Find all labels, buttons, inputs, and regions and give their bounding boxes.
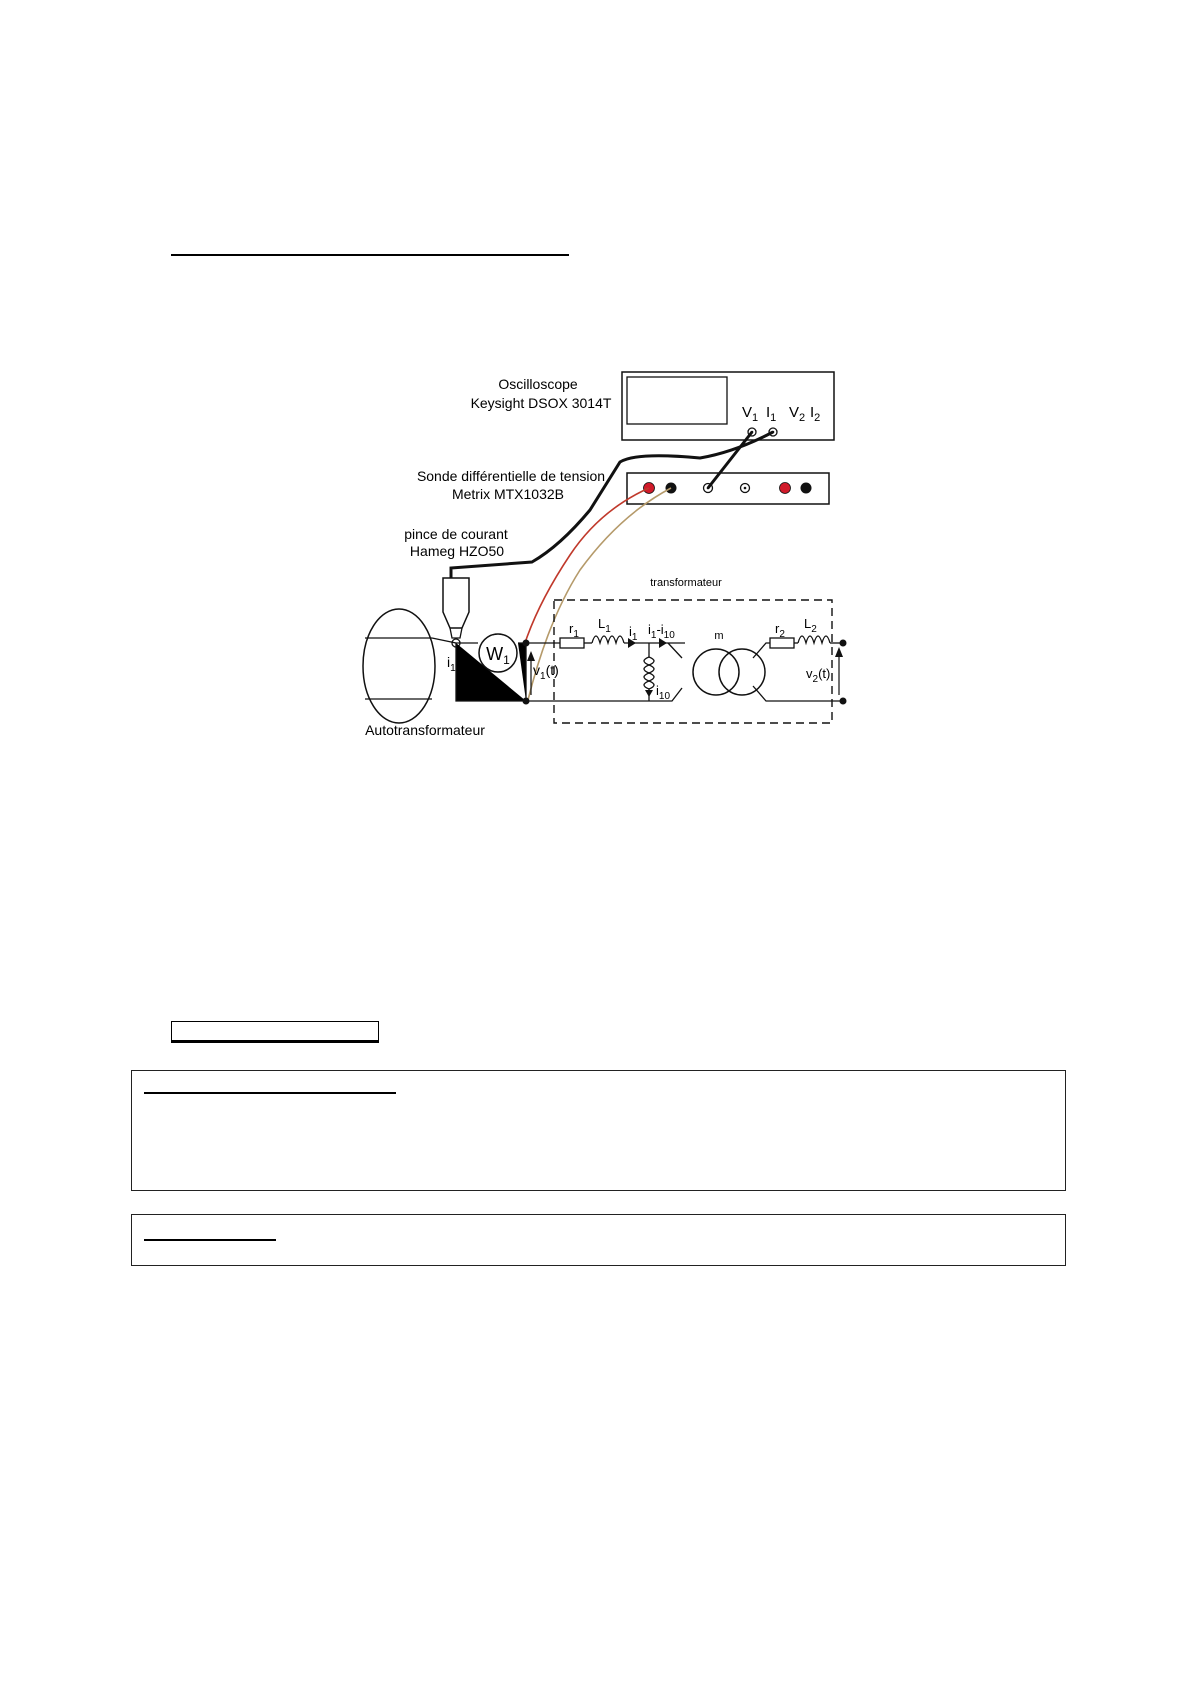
label-L1: $L_1$ — [598, 616, 611, 635]
channel-i2: $I_2$ — [810, 404, 821, 424]
ideal-transformer-coil-1 — [693, 649, 739, 695]
label-i1t: $i_1(t)$ — [447, 654, 469, 674]
channel-v1: $V_1$ — [742, 404, 759, 424]
inductor-L1 — [592, 636, 624, 643]
transformer-boundary — [554, 600, 832, 723]
resistor-r1 — [560, 638, 584, 648]
label-i1-series: $i_1$ — [629, 624, 638, 643]
ratio-label: m — [714, 630, 724, 642]
probe-input-black-2 — [801, 483, 812, 494]
oscilloscope-model: Keysight DSOX 3014T — [470, 395, 612, 411]
probe-body — [627, 473, 829, 504]
label-v2t: $v_2(t)$ — [806, 666, 831, 685]
framed-heading — [171, 1021, 379, 1043]
wattmeter — [479, 634, 517, 672]
answer-box-2 — [131, 1214, 1066, 1266]
label-L2: $L_2$ — [804, 616, 817, 635]
inductor-L2 — [798, 636, 830, 643]
probe-model: Metrix MTX1032B — [451, 486, 565, 502]
label-r1: $r_1$ — [569, 621, 579, 640]
oscilloscope-label: Oscilloscope — [498, 376, 578, 392]
probe-label: Sonde différentielle de tension — [416, 468, 606, 484]
clamp-model: Hameg HZO50 — [409, 543, 505, 559]
autotransformer-label: Autotransformateur — [365, 722, 485, 738]
clamp-body — [443, 578, 469, 628]
label-r2: $r_2$ — [775, 621, 785, 640]
answer-box-1-heading-underline — [144, 1092, 396, 1094]
oscilloscope — [471, 372, 834, 440]
differential-probe — [417, 468, 829, 504]
probe-input-red-2 — [780, 483, 791, 494]
label-i1-minus-i10: $i_1-i_{10}$ — [648, 622, 675, 641]
transformer-label: transformateur — [650, 577, 722, 589]
clamp-label: pince de courant — [404, 526, 508, 542]
label-v1t: $v_1(t)$ — [533, 662, 559, 682]
channel-v2: $V_2$ — [789, 404, 806, 424]
answer-box-2-heading-underline — [144, 1239, 276, 1241]
channel-i1: $I_1$ — [766, 404, 777, 424]
autotransformer-core — [363, 609, 435, 723]
circuit-diagram — [0, 0, 1190, 760]
answer-box-1 — [131, 1070, 1066, 1191]
oscilloscope-screen — [627, 377, 727, 424]
wattmeter-label: $W_1$ — [486, 644, 510, 667]
label-i10: $i_{10}$ — [656, 683, 671, 702]
